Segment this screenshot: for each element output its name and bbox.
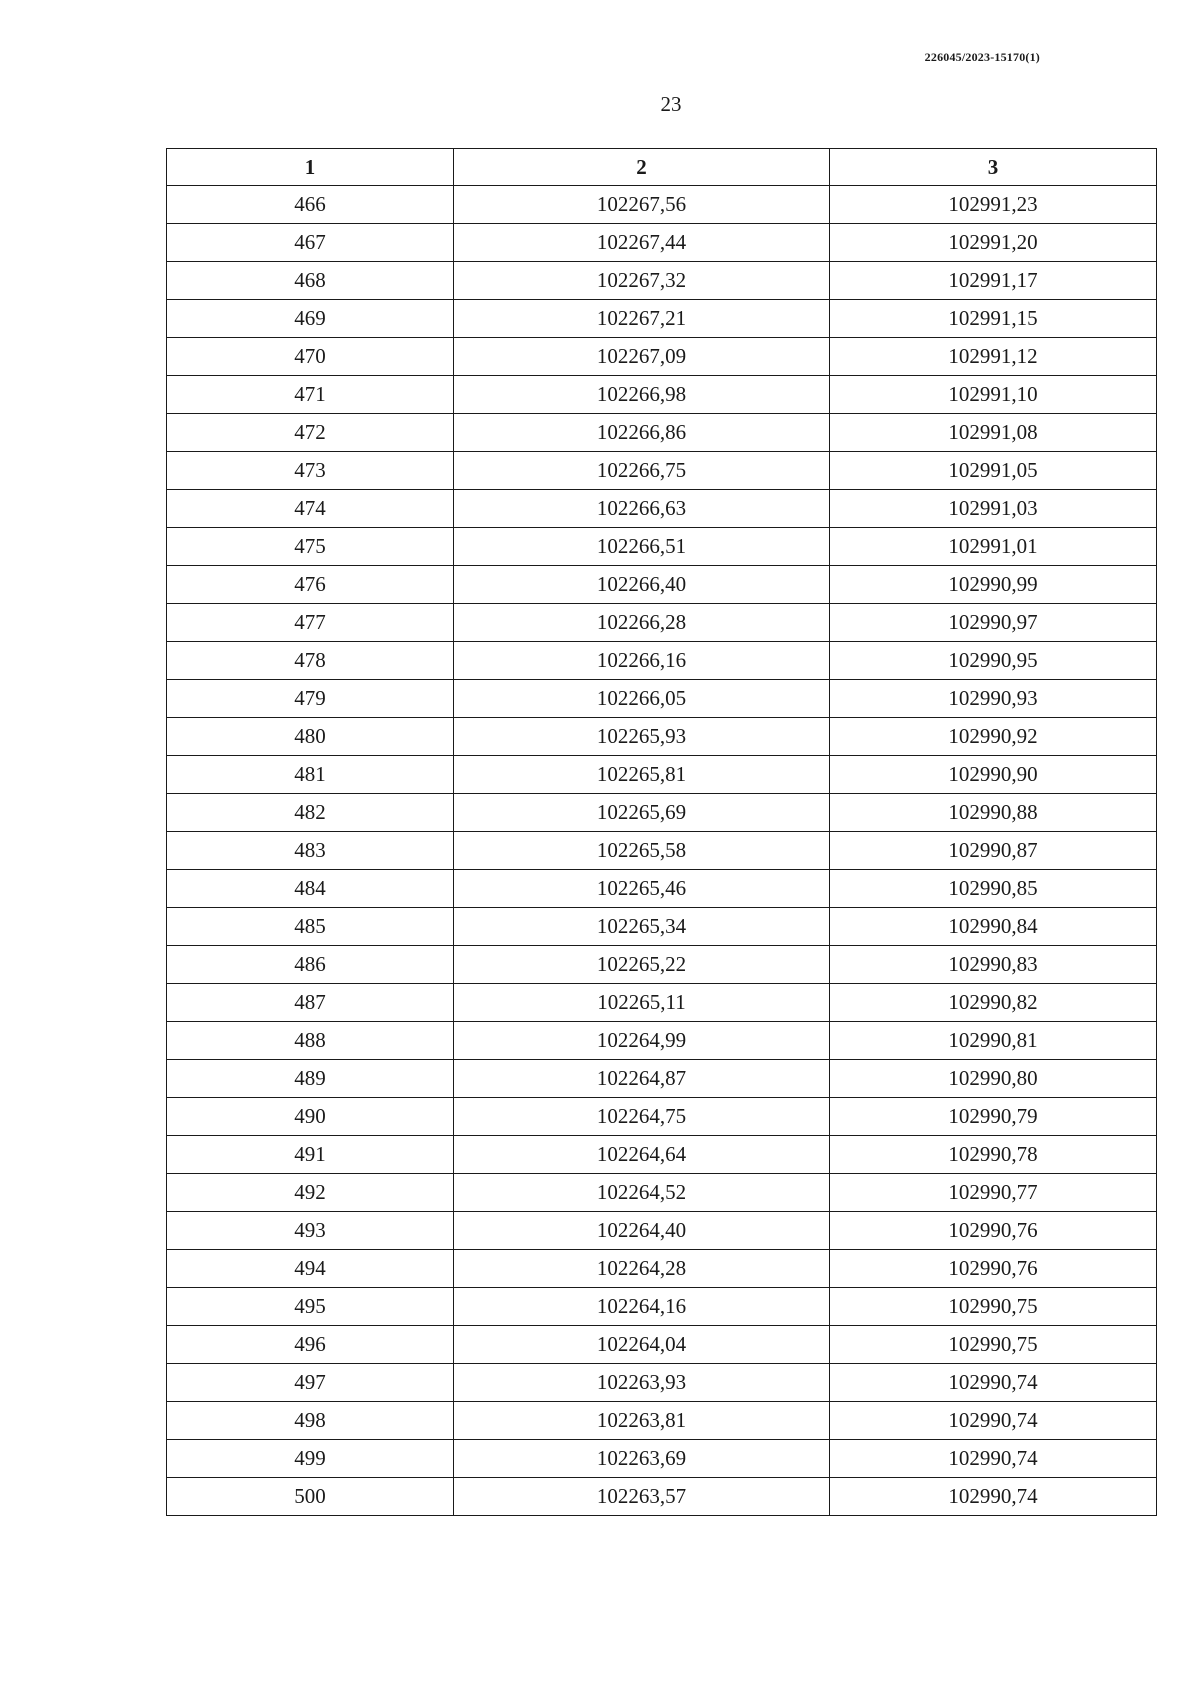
- table-row: [167, 528, 1157, 566]
- y-coordinate-cell: 102990,76: [830, 1212, 1157, 1250]
- point-number-cell: 472: [167, 414, 454, 452]
- table-row: [167, 1364, 1157, 1402]
- table-row: [167, 414, 1157, 452]
- table-row: [167, 1174, 1157, 1212]
- table-row: [167, 1250, 1157, 1288]
- table-row: [167, 870, 1157, 908]
- y-coordinate-cell: 102991,08: [830, 414, 1157, 452]
- table-row: [167, 1098, 1157, 1136]
- table-row: [167, 756, 1157, 794]
- point-number-cell: 496: [167, 1326, 454, 1364]
- x-coordinate-cell: 102265,22: [454, 946, 830, 984]
- y-coordinate-cell: 102990,77: [830, 1174, 1157, 1212]
- table-row: [167, 566, 1157, 604]
- point-number-cell: 491: [167, 1136, 454, 1174]
- x-coordinate-cell: 102264,75: [454, 1098, 830, 1136]
- point-number-cell: 494: [167, 1250, 454, 1288]
- table-row: [167, 1136, 1157, 1174]
- y-coordinate-cell: 102990,74: [830, 1440, 1157, 1478]
- point-number-cell: 469: [167, 300, 454, 338]
- x-coordinate-cell: 102266,28: [454, 604, 830, 642]
- y-coordinate-cell: 102990,81: [830, 1022, 1157, 1060]
- point-number-cell: 466: [167, 186, 454, 224]
- point-number-cell: 484: [167, 870, 454, 908]
- table-row: [167, 908, 1157, 946]
- table-row: [167, 1326, 1157, 1364]
- y-coordinate-cell: 102991,23: [830, 186, 1157, 224]
- y-coordinate-cell: 102991,20: [830, 224, 1157, 262]
- table-row: [167, 604, 1157, 642]
- y-coordinate-cell: 102990,95: [830, 642, 1157, 680]
- point-number-cell: 500: [167, 1478, 454, 1516]
- x-coordinate-cell: 102265,34: [454, 908, 830, 946]
- y-coordinate-cell: 102990,74: [830, 1478, 1157, 1516]
- y-coordinate-cell: 102991,17: [830, 262, 1157, 300]
- point-number-cell: 492: [167, 1174, 454, 1212]
- point-number-cell: 493: [167, 1212, 454, 1250]
- x-coordinate-cell: 102264,99: [454, 1022, 830, 1060]
- x-coordinate-cell: 102264,04: [454, 1326, 830, 1364]
- x-coordinate-cell: 102266,86: [454, 414, 830, 452]
- point-number-cell: 479: [167, 680, 454, 718]
- y-coordinate-cell: 102990,75: [830, 1288, 1157, 1326]
- point-number-cell: 480: [167, 718, 454, 756]
- x-coordinate-cell: 102265,93: [454, 718, 830, 756]
- table-row: [167, 718, 1157, 756]
- x-coordinate-cell: 102266,05: [454, 680, 830, 718]
- column-header-1: 1: [167, 149, 454, 186]
- point-number-cell: 471: [167, 376, 454, 414]
- x-coordinate-cell: 102266,63: [454, 490, 830, 528]
- y-coordinate-cell: 102990,78: [830, 1136, 1157, 1174]
- x-coordinate-cell: 102267,32: [454, 262, 830, 300]
- point-number-cell: 489: [167, 1060, 454, 1098]
- y-coordinate-cell: 102990,99: [830, 566, 1157, 604]
- point-number-cell: 481: [167, 756, 454, 794]
- table-row: [167, 1060, 1157, 1098]
- point-number-cell: 483: [167, 832, 454, 870]
- table-header-row: [167, 149, 1157, 186]
- y-coordinate-cell: 102990,90: [830, 756, 1157, 794]
- y-coordinate-cell: 102990,87: [830, 832, 1157, 870]
- table-row: [167, 490, 1157, 528]
- point-number-cell: 486: [167, 946, 454, 984]
- coordinates-table: [166, 148, 1157, 1516]
- y-coordinate-cell: 102990,75: [830, 1326, 1157, 1364]
- point-number-cell: 478: [167, 642, 454, 680]
- document-id: 226045/2023-15170(1): [924, 50, 1040, 64]
- y-coordinate-cell: 102990,84: [830, 908, 1157, 946]
- table-row: [167, 376, 1157, 414]
- table-row: [167, 1478, 1157, 1516]
- table-row: [167, 338, 1157, 376]
- point-number-cell: 490: [167, 1098, 454, 1136]
- table-row: [167, 642, 1157, 680]
- point-number-cell: 468: [167, 262, 454, 300]
- y-coordinate-cell: 102990,79: [830, 1098, 1157, 1136]
- y-coordinate-cell: 102990,76: [830, 1250, 1157, 1288]
- x-coordinate-cell: 102265,81: [454, 756, 830, 794]
- point-number-cell: 473: [167, 452, 454, 490]
- y-coordinate-cell: 102991,03: [830, 490, 1157, 528]
- y-coordinate-cell: 102990,83: [830, 946, 1157, 984]
- x-coordinate-cell: 102263,57: [454, 1478, 830, 1516]
- y-coordinate-cell: 102991,01: [830, 528, 1157, 566]
- table-row: [167, 1212, 1157, 1250]
- x-coordinate-cell: 102264,87: [454, 1060, 830, 1098]
- x-coordinate-cell: 102263,81: [454, 1402, 830, 1440]
- table-row: [167, 832, 1157, 870]
- point-number-cell: 474: [167, 490, 454, 528]
- table-header: [167, 149, 1157, 186]
- point-number-cell: 498: [167, 1402, 454, 1440]
- table-row: [167, 1288, 1157, 1326]
- column-header-2: 2: [454, 149, 830, 186]
- table-row: [167, 1440, 1157, 1478]
- table-row: [167, 300, 1157, 338]
- table-row: [167, 1402, 1157, 1440]
- y-coordinate-cell: 102991,05: [830, 452, 1157, 490]
- y-coordinate-cell: 102991,10: [830, 376, 1157, 414]
- x-coordinate-cell: 102266,98: [454, 376, 830, 414]
- point-number-cell: 485: [167, 908, 454, 946]
- x-coordinate-cell: 102265,69: [454, 794, 830, 832]
- table-body: [167, 186, 1157, 1516]
- point-number-cell: 467: [167, 224, 454, 262]
- x-coordinate-cell: 102266,75: [454, 452, 830, 490]
- y-coordinate-cell: 102991,12: [830, 338, 1157, 376]
- column-header-3: 3: [830, 149, 1157, 186]
- table-row: [167, 794, 1157, 832]
- x-coordinate-cell: 102264,52: [454, 1174, 830, 1212]
- point-number-cell: 470: [167, 338, 454, 376]
- x-coordinate-cell: 102265,46: [454, 870, 830, 908]
- y-coordinate-cell: 102990,82: [830, 984, 1157, 1022]
- x-coordinate-cell: 102267,21: [454, 300, 830, 338]
- table-row: [167, 452, 1157, 490]
- point-number-cell: 482: [167, 794, 454, 832]
- x-coordinate-cell: 102266,16: [454, 642, 830, 680]
- y-coordinate-cell: 102990,88: [830, 794, 1157, 832]
- y-coordinate-cell: 102990,92: [830, 718, 1157, 756]
- point-number-cell: 477: [167, 604, 454, 642]
- point-number-cell: 488: [167, 1022, 454, 1060]
- x-coordinate-cell: 102265,11: [454, 984, 830, 1022]
- table-row: [167, 262, 1157, 300]
- table-row: [167, 680, 1157, 718]
- table-row: [167, 224, 1157, 262]
- point-number-cell: 475: [167, 528, 454, 566]
- x-coordinate-cell: 102263,69: [454, 1440, 830, 1478]
- point-number-cell: 499: [167, 1440, 454, 1478]
- y-coordinate-cell: 102990,93: [830, 680, 1157, 718]
- x-coordinate-cell: 102266,51: [454, 528, 830, 566]
- x-coordinate-cell: 102264,64: [454, 1136, 830, 1174]
- y-coordinate-cell: 102990,74: [830, 1364, 1157, 1402]
- x-coordinate-cell: 102267,09: [454, 338, 830, 376]
- y-coordinate-cell: 102990,97: [830, 604, 1157, 642]
- x-coordinate-cell: 102265,58: [454, 832, 830, 870]
- table-row: [167, 984, 1157, 1022]
- point-number-cell: 497: [167, 1364, 454, 1402]
- x-coordinate-cell: 102264,28: [454, 1250, 830, 1288]
- y-coordinate-cell: 102990,85: [830, 870, 1157, 908]
- x-coordinate-cell: 102264,40: [454, 1212, 830, 1250]
- y-coordinate-cell: 102991,15: [830, 300, 1157, 338]
- point-number-cell: 487: [167, 984, 454, 1022]
- x-coordinate-cell: 102264,16: [454, 1288, 830, 1326]
- y-coordinate-cell: 102990,74: [830, 1402, 1157, 1440]
- table-row: [167, 946, 1157, 984]
- page-number: 23: [660, 92, 682, 116]
- table-row: [167, 186, 1157, 224]
- x-coordinate-cell: 102263,93: [454, 1364, 830, 1402]
- x-coordinate-cell: 102266,40: [454, 566, 830, 604]
- x-coordinate-cell: 102267,56: [454, 186, 830, 224]
- point-number-cell: 476: [167, 566, 454, 604]
- point-number-cell: 495: [167, 1288, 454, 1326]
- y-coordinate-cell: 102990,80: [830, 1060, 1157, 1098]
- x-coordinate-cell: 102267,44: [454, 224, 830, 262]
- table-row: [167, 1022, 1157, 1060]
